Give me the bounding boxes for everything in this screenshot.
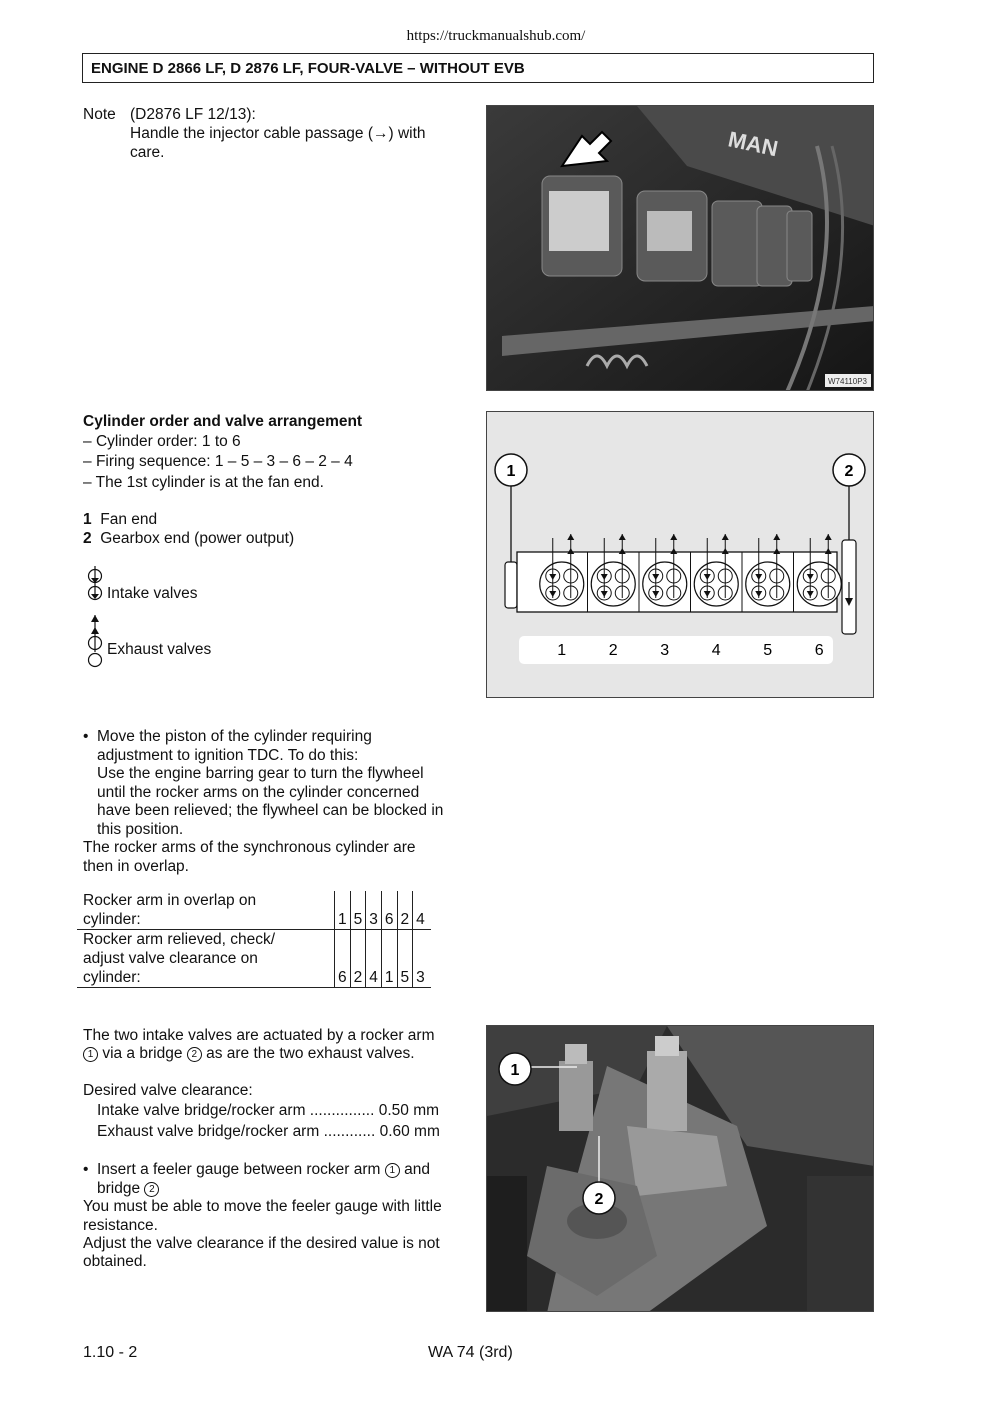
table-cell: 3 (413, 930, 431, 988)
list-item: – Firing sequence: 1 – 5 – 3 – 6 – 2 – 4 (83, 453, 353, 470)
bullet-dot: • (83, 1161, 89, 1178)
injector-photo (486, 105, 874, 391)
callout-2: 2 (844, 463, 854, 480)
note-label: Note (83, 106, 116, 123)
photo-callout-2: 2 (594, 1191, 604, 1208)
clearance-intro-1: The two intake valves are actuated by a rocker arm (83, 1027, 435, 1044)
cylinder-number: 6 (814, 642, 824, 659)
procedure-line: adjustment to ignition TDC. To do this: (97, 747, 359, 764)
table-cell-label: Rocker arm relieved, check/ adjust valve clearance on cylinder: (77, 930, 335, 988)
bullet-dot: • (83, 728, 89, 745)
note-line-1: Handle the injector cable passage (→) with (130, 125, 426, 142)
cylinder-number: 4 (711, 642, 721, 659)
table-cell-label: Rocker arm in overlap on cylinder: (77, 891, 335, 930)
table-cell: 4 (413, 891, 431, 930)
exhaust-valve-icon (84, 612, 106, 670)
procedure-after: The rocker arms of the synchronous cylinder are (83, 839, 416, 856)
table-cell: 5 (350, 891, 366, 930)
desired-clearance: Desired valve clearance: (83, 1082, 253, 1099)
procedure-line: have been relieved; the flywheel can be blocked in (97, 802, 444, 819)
exhaust-clearance: Exhaust valve bridge/rocker arm ............ 0.60 mm (97, 1123, 440, 1140)
table-cell: 5 (397, 930, 413, 988)
table-cell: 3 (366, 891, 382, 930)
intake-valve-icon (84, 562, 106, 604)
note-model: (D2876 LF 12/13): (130, 106, 256, 123)
intake-label: Intake valves (107, 585, 198, 602)
rocker-table (77, 891, 431, 988)
table-cell: 4 (366, 930, 382, 988)
procedure-line: until the rocker arms on the cylinder concerned (97, 784, 420, 801)
callout-1: 1 (506, 463, 516, 480)
table-cell: 6 (335, 930, 351, 988)
table-cell: 2 (397, 891, 413, 930)
photo-callout-1: 1 (510, 1062, 520, 1079)
note-line-2: care. (130, 144, 165, 161)
valve-diagram (486, 411, 874, 698)
photo-code: W74110P3 (828, 377, 867, 386)
legend-gearbox: 2 Gearbox end (power output) (83, 530, 295, 547)
cylinder-1 (540, 534, 584, 606)
clearance-text: Adjust the valve clearance if the desired value is not (83, 1235, 440, 1252)
list-item: – The 1st cylinder is at the fan end. (83, 474, 324, 491)
intake-clearance: Intake valve bridge/rocker arm ............... 0.50 mm (97, 1102, 440, 1119)
list-item: – Cylinder order: 1 to 6 (83, 433, 241, 450)
source-url[interactable]: https://truckmanualshub.com/ (406, 28, 586, 44)
document-id: WA 74 (3rd) (428, 1344, 513, 1361)
table-cell: 1 (381, 930, 397, 988)
table-row (77, 930, 431, 988)
procedure-after: then in overlap. (83, 858, 189, 875)
procedure-line: Move the piston of the cylinder requiring (97, 728, 372, 745)
clearance-text: resistance. (83, 1217, 158, 1234)
insert-line-2: bridge 2 (97, 1179, 159, 1198)
insert-line-1: Insert a feeler gauge between rocker arm 1 and (97, 1161, 430, 1178)
exhaust-label: Exhaust valves (107, 641, 212, 658)
table-row (77, 891, 431, 930)
procedure-line: Use the engine barring gear to turn the flywheel (97, 765, 424, 782)
clearance-text: obtained. (83, 1253, 147, 1270)
legend-fan: 1 Fan end (83, 511, 158, 528)
table-cell: 2 (350, 930, 366, 988)
man-logo: MAN (725, 126, 781, 162)
rocker-arm-photo (486, 1025, 874, 1312)
clearance-text: You must be able to move the feeler gauge with little (83, 1198, 442, 1215)
table-cell: 6 (381, 891, 397, 930)
cylinder-heading: Cylinder order and valve arrangement (83, 413, 363, 430)
cylinder-number: 5 (763, 642, 773, 659)
cylinder-number: 2 (608, 642, 618, 659)
clearance-intro-2: 1 via a bridge 2 as are the two exhaust valves. (83, 1044, 415, 1063)
cylinder-number: 3 (660, 642, 670, 659)
page-number: 1.10 - 2 (83, 1344, 138, 1361)
section-header: ENGINE D 2866 LF, D 2876 LF, FOUR-VALVE – WITHOUT EVB (82, 53, 874, 83)
procedure-line: this position. (97, 821, 184, 838)
table-cell: 1 (335, 891, 351, 930)
cylinder-number: 1 (557, 642, 567, 659)
